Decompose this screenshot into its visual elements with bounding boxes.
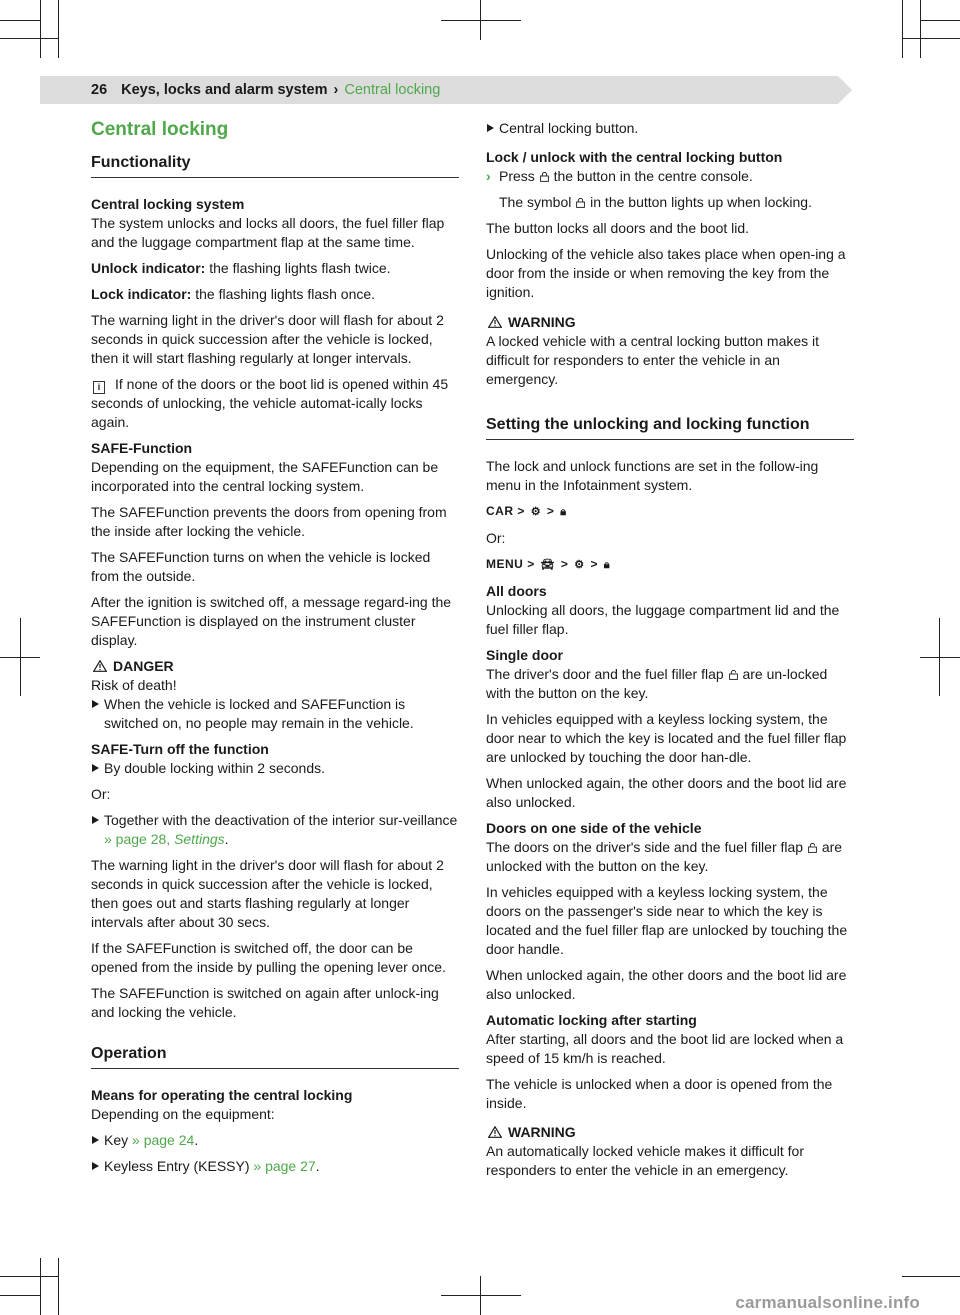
safe-off-bullet-2: Together with the deactivation of the interior sur-veillance » page 28, Settings. [91,811,459,849]
crop-mark [480,1276,481,1315]
safe-on-paragraph: The SAFEFunction is switched on again after unlock-ing and locking the vehicle. [91,985,439,1020]
warning-text: A locked vehicle with a central locking button makes it difficult for responders to enter the vehicle in an emergency. [486,333,820,387]
unlock-indicator: Unlock indicator: the flashing lights flash twice. [91,260,391,276]
safe-off-bullet-1: By double locking within 2 seconds. [91,759,459,778]
means-paragraph: Means for operating the central locking Depending on the equipment: [91,1087,353,1122]
warning-light-paragraph-2: The warning light in the driver's door will flash for about 2 seconds in quick succession after the vehicle is locked, then goes out and starts flashing regularly at longer intervals after about 30 secs. [91,857,444,930]
crop-mark [920,0,921,58]
fuel-flap-icon [729,670,738,680]
key-page-link[interactable]: » page 24 [132,1132,195,1148]
functionality-heading: Functionality [91,152,459,178]
lock-indicator: Lock indicator: the flashing lights flash once. [91,286,376,302]
warning-light-paragraph: The warning light in the driver's door will flash for about 2 seconds in quick succession after the vehicle is locked, then it will start flashing regularly at longer intervals. [91,312,444,366]
auto-locking-paragraph: Automatic locking after starting After starting, all doors and the boot lid are locked when a speed of 15 km/h is reached. [486,1012,844,1066]
crop-mark [902,1276,960,1277]
danger-box [91,657,459,733]
menu-path-car: CAR > ⚙ > 🔒︎ [486,502,854,522]
doors-side-again-paragraph: When unlocked again, the other doors and the boot lid are also unlocked. [486,967,847,1002]
warning-text-2: An automatically locked vehicle makes it difficult for responders to enter the vehicle in an emergency. [486,1143,804,1178]
header-subsection: Central locking [344,82,441,98]
setting-paragraph: The lock and unlock functions are set in the follow-ing menu in the Infotainment system. [486,458,819,493]
menu-path-menu: MENU > 🚘︎ > ⚙ > 🔒︎ [486,555,854,575]
safe-paragraph-2: The SAFEFunction prevents the doors from opening from the inside after locking the vehicle. [91,504,447,539]
crop-mark [920,657,960,658]
warning-label-2: WARNING [508,1124,576,1140]
or-text-2: Or: [486,530,506,546]
operation-heading: Operation [91,1043,459,1069]
all-doors-paragraph: All doors Unlocking all doors, the luggage compartment lid and the fuel filler flap. [486,583,840,637]
lock-icon [576,198,585,208]
car-icon: 🚘︎ [540,559,556,571]
right-column [486,119,854,1180]
lock-icon [540,172,549,182]
settings-gear-icon: ⚙ [530,506,542,518]
or-text-1: Or: [91,786,111,802]
lock-unlock-heading: Lock / unlock with the central locking button [486,149,783,165]
symbol-paragraph: The symbol in the button lights up when locking. [499,194,812,210]
warning-icon [488,316,502,328]
single-keyless-paragraph: In vehicles equipped with a keyless locking system, the door near to which the key is located and the fuel filler flap are unlocked by touching the door han-dle. [486,711,847,765]
single-door-paragraph: Single door The driver's door and the fuel filler flap are un-locked with the button on the key. [486,647,828,701]
danger-icon [93,660,107,672]
crop-mark [441,1295,521,1296]
page-title: Central locking [91,119,229,140]
page-number: 26 [91,82,108,98]
danger-bullet: When the vehicle is locked and SAFEFunction is switched on, no people may remain in the vehicle. [91,695,459,733]
cls-heading: Central locking system [91,196,245,212]
clb-bullet: Central locking button. [486,119,854,138]
crop-mark [480,0,481,40]
settings-gear-icon: ⚙ [574,559,585,571]
crop-mark [40,1258,41,1315]
setting-heading: Setting the unlocking and locking function [486,414,854,440]
crop-mark [0,1295,40,1296]
safe-paragraph-4: After the ignition is switched off, a message regard-ing the SAFEFunction is displayed on the instrument cluster display. [91,594,452,648]
crop-mark [939,618,940,696]
key-bullet: Key » page 24. [91,1131,459,1150]
safe-off-paragraph: If the SAFEFunction is switched off, the door can be opened from the inside by pulling the opening lever once. [91,940,446,975]
header-arrow [838,76,852,104]
header-separator: › [333,82,339,98]
danger-label: DANGER [113,658,174,674]
press-step: › Press the button in the centre console. [486,168,753,184]
doors-side-paragraph: Doors on one side of the vehicle The doors on the driver's side and the fuel filler flap are unlocked with the button on the key. [486,820,843,874]
safe-paragraph-3: The SAFEFunction turns on when the vehicle is locked from the outside. [91,549,431,584]
crop-mark [0,1276,58,1277]
warning-label: WARNING [508,314,576,330]
kessy-page-link[interactable]: » page 27 [253,1158,316,1174]
cls-paragraph: Central locking system The system unlocks and locks all doors, the fuel filler flap and the luggage compartment flap at the same time. [91,196,445,250]
crop-mark [40,0,41,58]
crop-mark [902,0,903,58]
left-column [91,118,459,1183]
crop-mark [20,618,21,696]
info-icon: i [93,381,105,394]
header-section: Keys, locks and alarm system [121,82,328,98]
fuel-flap-icon [808,843,817,853]
door-lock-icon: 🔒︎ [603,559,611,571]
warning-box-1 [486,313,854,389]
kessy-bullet: Keyless Entry (KESSY) » page 27. [91,1157,459,1176]
settings-page-link[interactable]: » page 28, Settings [104,831,225,847]
danger-subtitle: Risk of death! [91,677,177,693]
watermark: carmanualsonline.info [735,1293,920,1312]
doors-side-keyless-paragraph: In vehicles equipped with a keyless locking system, the doors on the passenger's side near to which the key is located and the fuel filler flap are unlocked by touching the door handle. [486,884,848,957]
crop-mark [0,20,40,21]
safe-function-paragraph: SAFE-Function Depending on the equipment, the SAFEFunction can be incorporated into the central locking system. [91,440,439,494]
single-again-paragraph: When unlocked again, the other doors and the boot lid are also unlocked. [486,775,847,810]
crop-mark [0,38,58,39]
warning-icon [488,1126,502,1138]
crop-mark [58,1258,59,1315]
safe-off-heading: SAFE-Turn off the function [91,741,269,757]
running-header [91,80,440,100]
unlocking-paragraph: Unlocking of the vehicle also takes place when open-ing a door from the inside or when removing the key from the ignition. [486,246,846,300]
crop-mark [902,38,960,39]
door-lock-icon: 🔒︎ [560,506,567,518]
info-note: i If none of the doors or the boot lid is opened within 45 seconds of unlocking, the vehicle automat-ically locks again. [91,376,449,430]
crop-mark [58,0,59,58]
auto-unlock-paragraph: The vehicle is unlocked when a door is opened from the inside. [486,1076,833,1111]
crop-mark [441,20,521,21]
warning-box-2 [486,1123,854,1180]
crop-mark [920,20,960,21]
button-locks-paragraph: The button locks all doors and the boot lid. [486,220,750,236]
